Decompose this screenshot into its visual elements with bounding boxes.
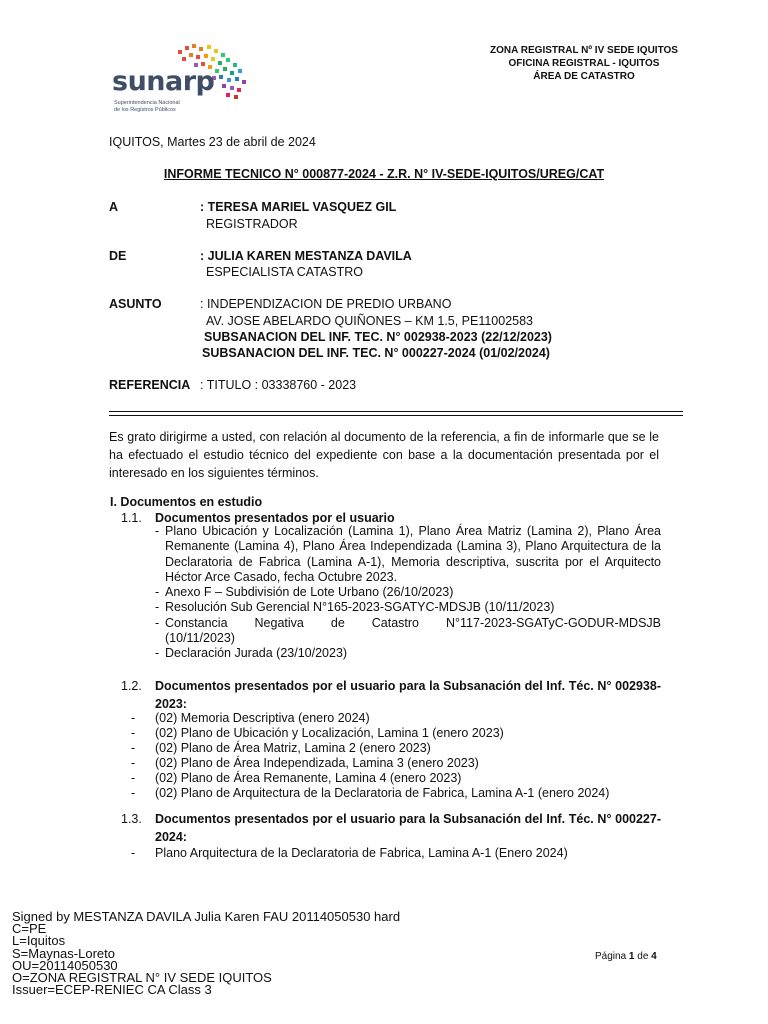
subsection-title: Documentos presentados por el usuario para la Subsanación del Inf. Téc. N° 002938-2023:	[155, 679, 661, 711]
subsection-title: Documentos presentados por el usuario para la Subsanación del Inf. Téc. N° 000227-2024:	[155, 812, 661, 844]
document-list	[131, 711, 671, 802]
office-header-line: ZONA REGISTRAL Nº IV SEDE IQUITOS	[490, 45, 678, 56]
list-item: - Constancia Negativa de Catastro N°117-2023-SGATyC-GODUR-MDSJB (10/11/2023)	[155, 616, 661, 647]
subsection-number: 1.2.	[121, 679, 142, 693]
list-item: - (02) Plano de Arquitectura de la Declaratoria de Fabrica, Lamina A-1 (enero 2024)	[131, 786, 671, 801]
list-item: - (02) Memoria Descriptiva (enero 2024)	[131, 711, 671, 726]
report-title: INFORME TECNICO N° 000877-2024 - Z.R. N° IV-SEDE-IQUITOS/UREG/CAT	[163, 167, 605, 181]
sunarp-logo	[108, 44, 248, 124]
logo-subtitle: Superintendencia Nacional de los Registros Públicos	[114, 100, 180, 113]
memo-subject-line: AV. JOSE ABELARDO QUIÑONES – KM 1.5, PE11002583	[206, 314, 534, 328]
memo-subject-line: SUBSANACION DEL INF. TEC. N° 000227-2024 (01/02/2024)	[202, 346, 550, 360]
document-list	[131, 846, 671, 861]
memo-to-role: REGISTRADOR	[206, 217, 298, 231]
memo-reference-value: : TITULO : 03338760 - 2023	[200, 378, 357, 392]
signature-line: O=ZONA REGISTRAL N° IV SEDE IQUITOS	[12, 970, 272, 986]
signature-line: Signed by MESTANZA DAVILA Julia Karen FAU 20114050530 hard	[12, 909, 401, 924]
office-header	[469, 44, 699, 83]
memo-subject-line: : INDEPENDIZACION DE PREDIO URBANO	[200, 297, 452, 311]
section-title: I. Documentos en estudio	[110, 495, 263, 509]
document-list	[155, 524, 661, 662]
subsection-number: 1.1.	[121, 511, 142, 525]
office-header-line: ÁREA DE CATASTRO	[533, 71, 635, 82]
list-item: - Declaración Jurada (23/10/2023)	[155, 646, 661, 661]
memo-reference-label: REFERENCIA	[109, 378, 191, 392]
list-item: - Resolución Sub Gerencial N°165-2023-SGATYC-MDSJB (10/11/2023)	[155, 600, 661, 615]
signature-line: C=PE	[12, 921, 47, 937]
header-rule	[109, 411, 683, 412]
signature-line: S=Maynas-Loreto	[12, 945, 115, 961]
list-item: - (02) Plano de Área Matriz, Lamina 2 (enero 2023)	[131, 741, 671, 756]
memo-from-role: ESPECIALISTA CATASTRO	[206, 265, 363, 279]
memo-from-name: : JULIA KAREN MESTANZA DAVILA	[200, 249, 412, 263]
memo-to-name: : TERESA MARIEL VASQUEZ GIL	[200, 200, 397, 214]
digital-signature-block	[12, 911, 400, 996]
list-item: - (02) Plano de Área Independizada, Lamina 3 (enero 2023)	[131, 756, 671, 771]
signature-line: OU=20114050530	[12, 957, 118, 973]
memo-from-label: DE	[109, 249, 127, 263]
memo-subject-line: SUBSANACION DEL INF. TEC. N° 002938-2023 (22/12/2023)	[204, 330, 552, 344]
memo-subject-label: ASUNTO	[109, 297, 162, 311]
list-item: - (02) Plano de Ubicación y Localización, Lamina 1 (enero 2023)	[131, 726, 671, 741]
list-item: - Plano Arquitectura de la Declaratoria de Fabrica, Lamina A-1 (Enero 2024)	[131, 846, 671, 861]
list-item: - (02) Plano de Área Remanente, Lamina 4 (enero 2023)	[131, 771, 671, 786]
date-line: IQUITOS, Martes 23 de abril de 2024	[109, 135, 316, 149]
signature-line: Issuer=ECEP-RENIEC CA Class 3	[12, 982, 212, 998]
page-number: Página 1 de 4	[595, 951, 657, 962]
subsection-number: 1.3.	[121, 812, 142, 826]
header-rule	[109, 415, 683, 416]
list-item: - Anexo F – Subdivisión de Lote Urbano (26/10/2023)	[155, 585, 661, 600]
signature-line: L=Iquitos	[12, 933, 66, 949]
list-item: - Plano Ubicación y Localización (Lamina 1), Plano Área Matriz (Lamina 2), Plano Área Remanente (Lamina 4), Plano Área Independizada (Lamina 3), Plano Arquitectura de la Declaratoria de Fabrica (Lamina A-1), Memoria descriptiva, suscrita por el Arquitecto Héctor Arce Casado, fecha Octubre 2023.	[155, 524, 661, 585]
memo-to-label: A	[109, 200, 119, 214]
subsection-title: Documentos presentados por el usuario	[155, 511, 395, 525]
logo-wordmark: sunarp	[112, 66, 215, 97]
office-header-line: OFICINA REGISTRAL - IQUITOS	[508, 58, 660, 69]
intro-paragraph: Es grato dirigirme a usted, con relación al documento de la referencia, a fin de informarle que se le ha efectuado el estudio técnico del expediente con base a la documentación presentada por el interesado en los siguientes términos.	[109, 430, 659, 480]
